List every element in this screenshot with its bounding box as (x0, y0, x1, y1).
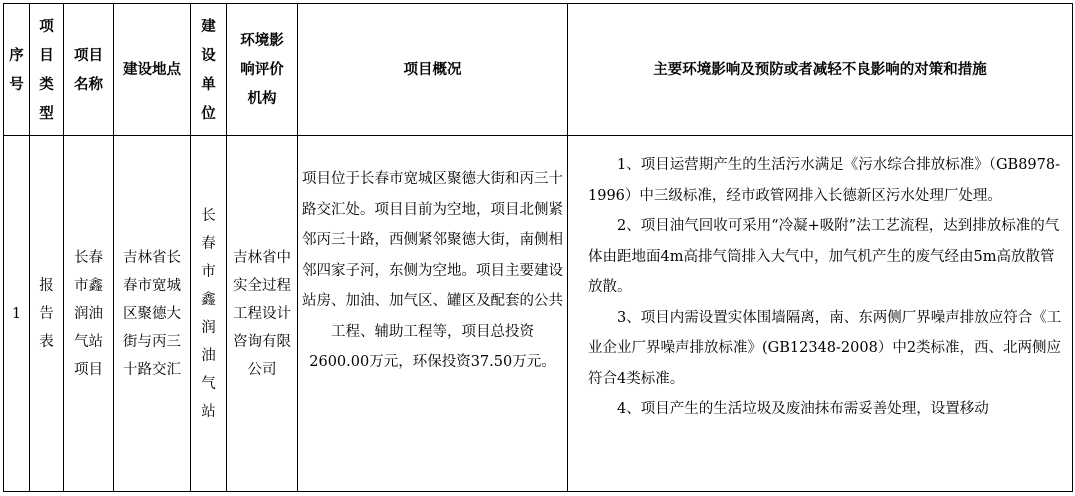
header-measures: 主要环境影响及预防或者减轻不良影响的对策和措施 (568, 4, 1073, 136)
header-name: 项目名称 (64, 4, 114, 136)
cell-unit: 长春市鑫润油气站 (191, 136, 227, 492)
table-row (4, 136, 1073, 492)
cell-type: 报告表 (30, 136, 64, 492)
cell-name: 长春市鑫润油气站项目 (64, 136, 114, 492)
measure-item: 2、项目油气回收可采用“冷凝+吸附”法工艺流程，达到排放标准的气体由距地面4m高排气筒排入大气中，加气机产生的废气经由5m高放散管放散。 (588, 218, 1060, 295)
cell-no: 1 (4, 136, 30, 492)
header-location: 建设地点 (114, 4, 191, 136)
cell-location: 吉林省长春市宽城区聚德大街与丙三十路交汇 (114, 136, 191, 492)
cell-agency: 吉林省中实全过程工程设计咨询有限公司 (227, 136, 298, 492)
measure-item: 3、项目内需设置实体围墙隔离，南、东两侧厂界噪声排放应符合《工业企业厂界噪声排放标准》(GB12348-2008）中2类标准，西、北两侧应符合4类标准。 (588, 309, 1062, 387)
cell-overview: 项目位于长春市宽城区聚德大街和丙三十路交汇处。项目目前为空地，项目北侧紧邻丙三十路，西侧紧邻聚德大街，南侧相邻四家子河，东侧为空地。项目主要建设站房、加油、加气区、罐区及配套的公共工程、辅助工程等，项目总投资2600.00万元，环保投资37.50万元。 (298, 136, 568, 492)
header-row (4, 4, 1073, 136)
measure-item: 4、项目产生的生活垃圾及废油抹布需妥善处理，设置移动 (617, 401, 989, 417)
measure-item: 1、项目运营期产生的生活污水满足《污水综合排放标准》（GB8978-1996）中三级标准，经市政管网排入长德新区污水处理厂处理。 (588, 157, 1061, 204)
cell-measures (568, 136, 1073, 492)
header-overview: 项目概况 (298, 4, 568, 136)
header-no: 序号 (4, 4, 30, 136)
header-unit: 建设单位 (191, 4, 227, 136)
header-type: 项目类型 (30, 4, 64, 136)
header-agency: 环境影响评价机构 (227, 4, 298, 136)
project-table (3, 3, 1073, 492)
